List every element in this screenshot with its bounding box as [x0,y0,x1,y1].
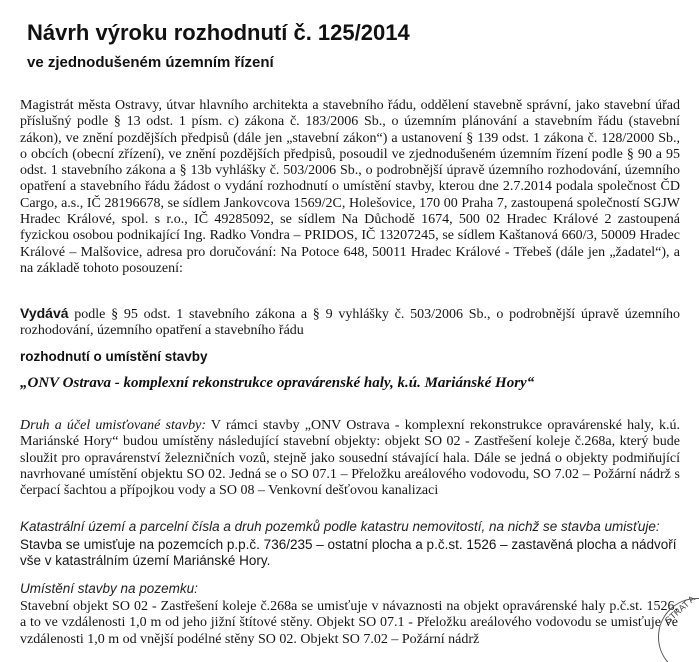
cadastre-label: Katastrální území a parcelní čísla a druh pozemků podle katastru nemovitostí, na nichž se stavba umisťuje: [20,519,660,534]
decision-heading: rozhodnutí o umístění stavby [20,349,208,364]
purpose-label: Druh a účel umisťované stavby: [20,418,206,433]
document-title: Návrh výroku rozhodnutí č. 125/2014 [27,20,410,45]
issue-verb: Vydává [20,305,69,321]
issue-text: podle § 95 odst. 1 stavebního zákona a § 9 vyhlášky č. 503/2006 Sb., o podrobnější úpravě územního rozhodování, územního opatření a stavebního řádu [20,307,680,339]
stamp-lettering: STRAT A [663,593,697,626]
intro-paragraph: Magistrát města Ostravy, útvar hlavního architekta a stavebního řádu, oddělení stavebně správní, jako stavební úřad příslušný podle § 13 odst. 1 písm. c) zákona č. 183/2006 Sb., o územním plánování a stavebním řádu (stavební zákon), ve znění pozdějších předpisů (dále jen „stavební zákon“) a ustanovení § 139 odst. 1 zákona č. 128/2000 Sb., o obcích (obecní zřízení), ve znění pozdějších předpisů, posoudil ve zjednodušeném územním řízení podle § 90 a 95 odst. 1 stavebního zákona a § 13b vyhlášky č. 503/2006 Sb., o podrobnější úpravě územního rozhodování, územního opatření a stavebního řádu žádost o vydání rozhodnutí o umístění stavby, kterou dne 2.7.2014 podala společnost ČD Cargo, a.s., IČ 28196678, se sídlem Jankovcova 1569/2C, Holešovice, 170 00 Praha 7, zastoupená společností SGJW Hradec Králové, spol. s r.o., IČ 49285092, se sídlem Na Důchodě 1674, 500 02 Hradec Králové 2 zastoupená fyzickou osobou podnikající Ing. Radko Vondra – PRIDOS, IČ 13207245, se sídlem Kaštanová 660/3, 50009 Hradec Králové – Malšovice, adresa pro doručování: Na Potoce 648, 50011 Hradec Králové - Třebeš (dále jen „žadatel“), a na základě tohoto posouzení: [20,98,680,276]
cadastre-text: Stavba se umisťuje na pozemcích p.p.č. 736/235 – ostatní plocha a p.č.st. 1526 – zastavěná plocha a nádvoří vše v katastrálním území Mariánské Hory. [20,537,677,568]
purpose-paragraph [20,418,680,499]
building-name: „ONV Ostrava - komplexní rekonstrukce opravárenské haly, k.ú. Mariánské Hory“ [20,375,535,391]
purpose-text: V rámci stavby „ONV Ostrava - komplexní rekonstrukce opravárenské haly, k.ú. Mariánské Hory“ budou umístěny následující stavební objekty: objekt SO 02 - Zastřešení koleje č.268a, který bude sloužit pro opravárenství železničních vozů, stejně jako sousední stávající hala. Dále se jedná o objekty podmiňující navrhované umístění objektu SO 02. Jedná se o SO 07.1 – Přeložku areálového vodovodu, SO 7.02 – Požární nádrž s čerpací šachtou a přípojkou vody a SO 08 – Venkovní dešťovou kanalizaci [20,418,680,499]
document-subtitle: ve zjednodušeném územním řízení [27,54,274,71]
issue-paragraph [20,305,680,340]
placement-label: Umístění stavby na pozemku: [20,581,198,596]
placement-text: Stavební objekt SO 02 - Zastřešení koleje č.268a se umisťuje v návaznosti na objekt opravárenské haly p.č.st. 1526, a to ve vzdálenosti 1,0 m od jeho jižní štítové stěny. Objekt SO 07.1 - Přeložku areálového vodovodu se umisťuje ve vzdálenosti 1,0 m od vnější podélné stěny SO 02. Objekt SO 7.02 – Požární nádrž [20,599,678,647]
